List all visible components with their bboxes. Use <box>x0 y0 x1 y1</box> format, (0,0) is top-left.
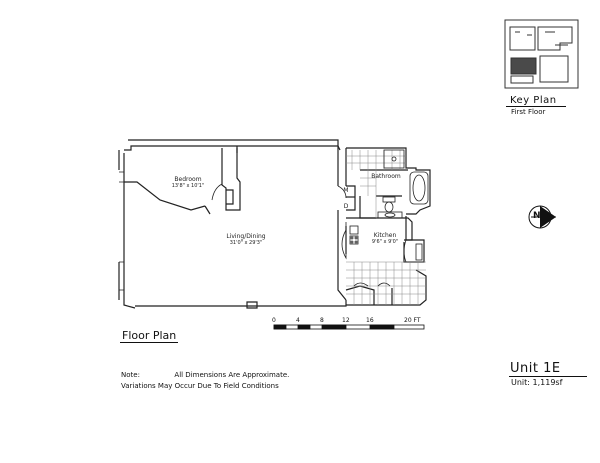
toilet-tank <box>383 197 395 202</box>
scale-bar <box>274 325 424 329</box>
living-dining-name: Living/Dining <box>226 233 266 240</box>
note-block <box>121 370 289 392</box>
bathroom-label <box>364 173 408 180</box>
bedroom-label <box>158 176 218 190</box>
key-plan-subtitle: First Floor <box>511 108 546 116</box>
bedroom-dims: 13'8" x 10'1" <box>171 183 205 189</box>
bathroom-name: Bathroom <box>371 173 401 180</box>
kitchen-dims: 9'6" x 9'0" <box>371 239 399 245</box>
key-plan-diagram <box>505 20 578 88</box>
unit-title: Unit 1E <box>510 361 561 376</box>
living-dining-label <box>206 233 286 247</box>
kitchen-name: Kitchen <box>373 232 397 239</box>
bedroom-name: Bedroom <box>174 176 202 183</box>
living-dining-dims: 31'0" x 29'3" <box>229 240 263 246</box>
windows <box>119 172 124 290</box>
note-label: Note: <box>121 371 140 379</box>
scale-tick-20: 20 FT <box>404 317 421 324</box>
scale-tick-16: 16 <box>366 317 374 324</box>
note-line-2: Variations May Occur Due To Field Conditions <box>121 382 279 390</box>
key-plan-highlight-unit <box>511 58 536 74</box>
key-plan-title-underline <box>506 106 566 107</box>
shower <box>384 150 404 168</box>
kitchen-label <box>365 232 405 246</box>
north-arrow-label: N <box>533 211 541 221</box>
scale-tick-12: 12 <box>342 317 350 324</box>
floor-plan-title-underline <box>120 342 178 343</box>
fixture-d-label: D <box>343 203 349 210</box>
key-plan-title: Key Plan <box>510 95 557 106</box>
note-line-1: All Dimensions Are Approximate. <box>174 371 290 379</box>
unit-title-underline <box>509 376 587 377</box>
scale-tick-8: 8 <box>320 317 324 324</box>
scale-tick-0: 0 <box>272 317 276 324</box>
refrigerator <box>416 244 422 260</box>
fixture-m-label: M <box>343 187 349 194</box>
scale-tick-4: 4 <box>296 317 300 324</box>
unit-size: Unit: 1,119sf <box>511 378 563 387</box>
floor-plan-title: Floor Plan <box>122 329 177 342</box>
